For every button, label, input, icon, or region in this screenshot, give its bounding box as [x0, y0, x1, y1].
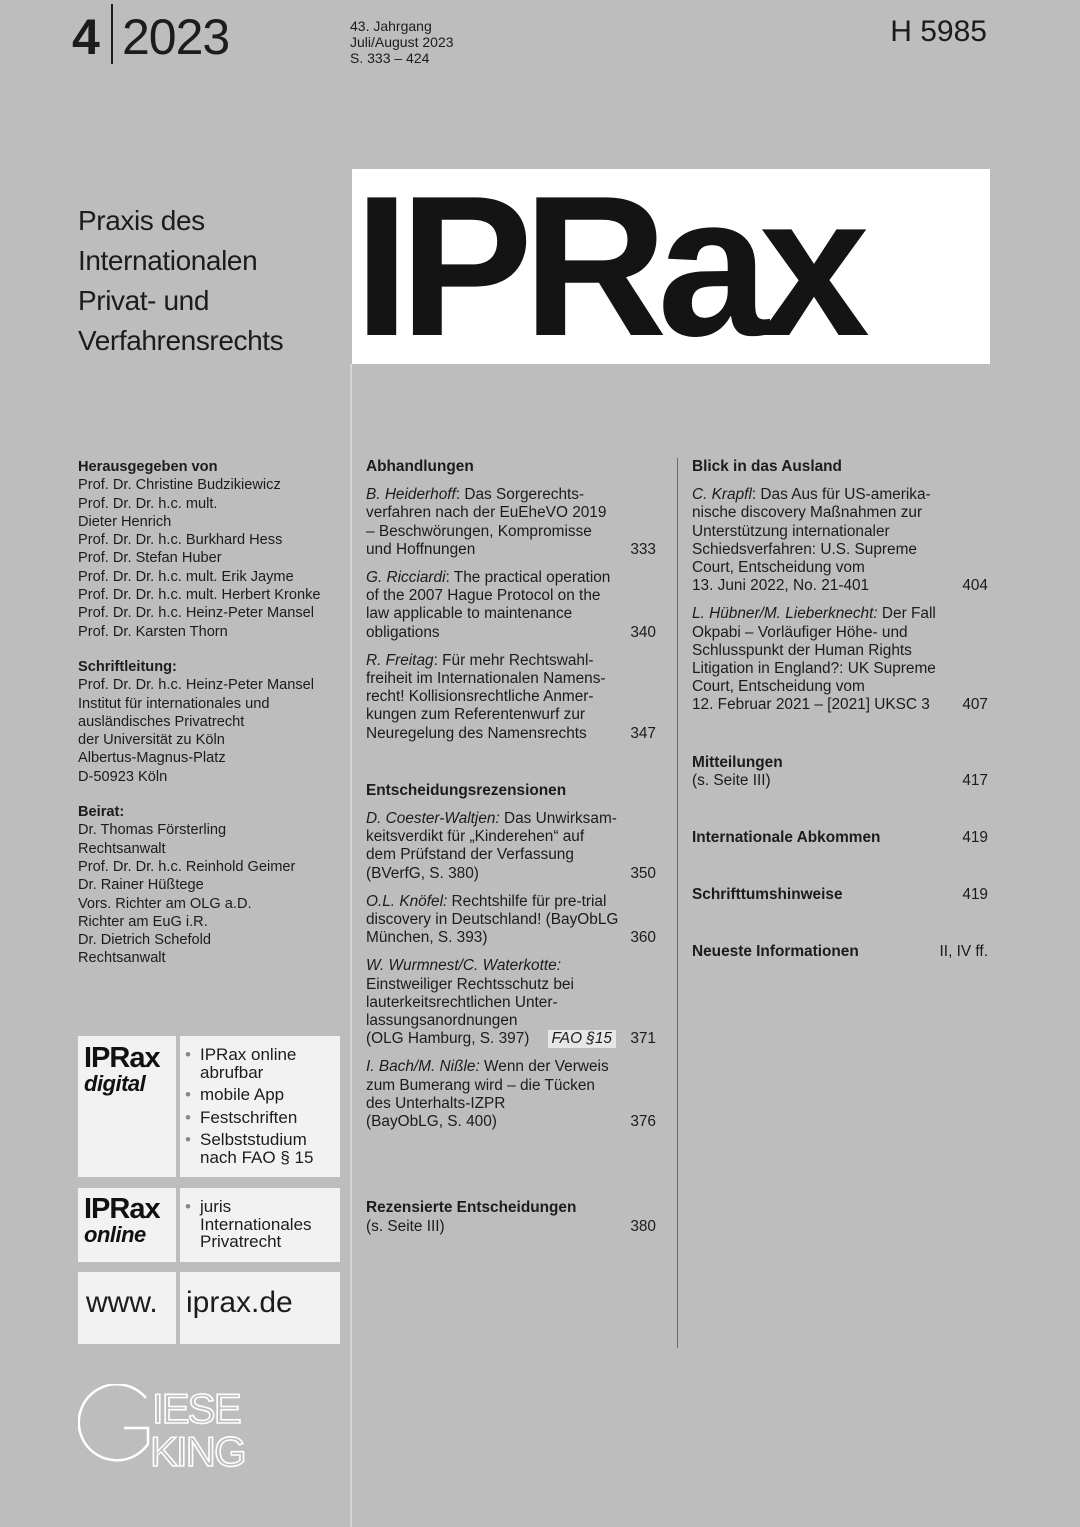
management-line: D-50923 Köln	[78, 768, 168, 785]
toc-text: Einstweiliger Rechtsschutz bei	[366, 975, 574, 993]
subtitle-line: Verfahrensrechts	[78, 325, 284, 356]
toc-text: und Hoffnungen	[366, 540, 476, 558]
journal-subtitle	[78, 201, 348, 361]
url-right-box[interactable]	[180, 1272, 340, 1344]
issue-divider	[111, 4, 113, 64]
toc-text: kungen zum Referentenwurf zur	[366, 706, 586, 724]
subtitle-line: Privat- und	[78, 285, 209, 316]
editor-line: Prof. Dr. Dr. h.c. mult. Erik Jayme	[78, 568, 294, 585]
editors-title: Herausgegeben von	[78, 459, 218, 475]
masthead-column	[78, 458, 343, 985]
iprax-online-features	[180, 1188, 340, 1262]
g-arc	[79, 1384, 148, 1460]
column-divider	[350, 364, 352, 1527]
toc-author: R. Freitag	[366, 651, 434, 669]
board-line: Rechtsanwalt	[78, 840, 166, 857]
section-mitteilungen: Mitteilungen	[692, 753, 783, 771]
toc-page: 380	[630, 1217, 656, 1235]
editor-line: Prof. Dr. Dr. h.c. Heinz-Peter Mansel	[78, 605, 315, 622]
toc-text: Court, Entscheidung vom	[692, 678, 865, 696]
toc-text: Unterstützung internationaler	[692, 522, 890, 540]
journal-logo: IPRax	[354, 155, 860, 378]
toc-text: des Unterhalts-IZPR	[366, 1094, 506, 1112]
toc-entry[interactable]	[366, 893, 656, 948]
toc-text: Wenn der Verweis	[479, 1058, 609, 1076]
section-rezensierte: Rezensierte Entscheidungen	[366, 1199, 577, 1217]
feature-item: • juris Internationales Privatrecht	[180, 1198, 340, 1251]
toc-text: dem Prüfstand der Verfassung	[366, 846, 574, 864]
toc-text: : Das Sorgerechts-	[455, 486, 585, 504]
section-ausland: Blick in das Ausland	[692, 458, 842, 475]
website-link[interactable]: iprax.de	[186, 1286, 293, 1319]
iprax-digital-logo-box	[78, 1036, 176, 1177]
toc-note: (s. Seite III)	[366, 1217, 445, 1235]
toc-text: München, S. 393)	[366, 929, 488, 947]
toc-page: 371	[630, 1030, 656, 1048]
toc-text: keitsverdikt für „Kinderehen“ auf	[366, 828, 585, 846]
section-rezensionen: Entscheidungsrezensionen	[366, 781, 567, 799]
toc-author: B. Heiderhoff	[366, 486, 456, 504]
toc-text: Der Fall	[877, 605, 936, 623]
volume-info	[350, 18, 454, 66]
issue-number: 4	[72, 9, 99, 65]
toc-text: – Beschwörungen, Kompromisse	[366, 522, 592, 540]
publisher-line1: IESE	[152, 1385, 240, 1432]
toc-right-column	[692, 458, 988, 962]
toc-author: D. Coester-Waltjen:	[366, 810, 500, 828]
toc-text: : Das Aus für US-amerika-	[751, 486, 931, 504]
toc-middle-column	[366, 458, 656, 1236]
board-line: Dr. Rainer Hüßtege	[78, 877, 204, 894]
toc-page: II, IV ff.	[939, 943, 988, 961]
section-abkommen: Internationale Abkommen	[692, 829, 881, 847]
editor-line: Dieter Henrich	[78, 513, 172, 530]
toc-text: (OLG Hamburg, S. 397)	[366, 1030, 530, 1048]
issue-date-line: Juli/August 2023	[350, 34, 454, 50]
publisher-logo	[78, 1384, 278, 1473]
toc-text: Schiedsverfahren: U.S. Supreme	[692, 540, 917, 558]
toc-page: 347	[630, 724, 656, 742]
feature-item: • IPRax online abrufbar	[180, 1046, 340, 1081]
toc-author: O.L. Knöfel:	[366, 892, 448, 910]
iprax-digital-brand: IPRax	[84, 1042, 160, 1074]
iprax-online-brand: IPRax	[84, 1193, 160, 1225]
editor-line: Prof. Dr. Dr. h.c. mult.	[78, 495, 218, 512]
toc-note: (s. Seite III)	[692, 771, 771, 789]
toc-entry[interactable]	[692, 605, 988, 714]
toc-text: obligations	[366, 623, 440, 641]
management-line: Albertus-Magnus-Platz	[78, 750, 226, 767]
feature-item: • mobile App	[180, 1086, 340, 1104]
toc-page: 360	[630, 929, 656, 947]
subtitle-line: Internationalen	[78, 245, 258, 276]
toc-entry[interactable]	[692, 486, 988, 595]
iprax-online-sub: online	[84, 1222, 146, 1247]
board-line: Dr. Dietrich Schefold	[78, 932, 212, 949]
toc-entry[interactable]	[366, 569, 656, 642]
management-line: Institut für internationales und	[78, 695, 270, 712]
board-line: Vors. Richter am OLG a.D.	[78, 895, 252, 912]
toc-entry-schrifttum[interactable]	[692, 886, 988, 904]
toc-text: : The practical operation	[445, 569, 611, 587]
management-title: Schriftleitung:	[78, 658, 177, 675]
toc-text: (BVerfG, S. 380)	[366, 864, 479, 882]
management-line: Prof. Dr. Dr. h.c. Heinz-Peter Mansel	[78, 677, 315, 694]
toc-text: of the 2007 Hague Protocol on the	[366, 587, 601, 605]
toc-text: : Für mehr Rechtswahl-	[433, 651, 594, 669]
toc-text: lauterkeitsrechtlichen Unter-	[366, 993, 558, 1011]
column-divider-right	[677, 458, 678, 1348]
toc-page: 340	[630, 623, 656, 641]
toc-page: 404	[962, 577, 988, 595]
toc-author: I. Bach/M. Nißle:	[366, 1058, 480, 1076]
toc-page: 376	[630, 1113, 656, 1131]
toc-text: (BayObLG, S. 400)	[366, 1113, 497, 1131]
toc-entry[interactable]	[366, 486, 656, 559]
toc-text: discovery in Deutschland! (BayObLG	[366, 911, 619, 929]
toc-text: Litigation in England?: UK Supreme	[692, 660, 936, 678]
feature-item: • Selbststudium nach FAO § 15	[180, 1131, 340, 1166]
board-line: Dr. Thomas Försterling	[78, 822, 227, 839]
toc-page: 419	[962, 886, 988, 904]
management-block	[78, 658, 343, 786]
toc-text: Okpabi – Vorläufiger Höhe- und	[692, 623, 908, 641]
toc-author: C. Krapfl	[692, 486, 752, 504]
toc-text: verfahren nach der EuEheVO 2019	[366, 504, 607, 522]
board-line: Rechtsanwalt	[78, 950, 166, 967]
board-line: Richter am EuG i.R.	[78, 913, 208, 930]
section-neueste: Neueste Informationen	[692, 943, 859, 961]
board-block	[78, 803, 343, 968]
toc-author: G. Ricciardi	[366, 569, 446, 587]
toc-page: 419	[962, 829, 988, 847]
toc-entry[interactable]	[366, 810, 656, 883]
toc-text: Schlusspunkt der Human Rights	[692, 641, 912, 659]
url-left-box	[78, 1272, 176, 1344]
subtitle-line: Praxis des	[78, 205, 205, 236]
toc-author: W. Wurmnest/C. Waterkotte:	[366, 957, 561, 975]
board-title: Beirat:	[78, 804, 125, 821]
toc-text: lassungsanordnungen	[366, 1012, 518, 1030]
toc-page: 407	[962, 696, 988, 714]
publisher-logo-mark	[78, 1384, 278, 1468]
toc-text: Neuregelung des Namensrechts	[366, 724, 587, 742]
management-line: der Universität zu Köln	[78, 732, 225, 749]
board-line: Prof. Dr. Dr. h.c. Reinhold Geimer	[78, 858, 296, 875]
editor-line: Prof. Dr. Dr. h.c. Burkhard Hess	[78, 532, 283, 549]
editor-line: Prof. Dr. Stefan Huber	[78, 550, 222, 567]
fao-badge: FAO §15	[548, 1030, 616, 1048]
issue-year: 2023	[122, 9, 230, 65]
iprax-digital-sub: digital	[84, 1071, 146, 1096]
section-schrifttum: Schrifttumshinweise	[692, 886, 843, 904]
journal-code: H 5985	[890, 15, 987, 48]
toc-entry[interactable]	[692, 772, 988, 790]
toc-entry[interactable]	[366, 957, 656, 1048]
toc-text: recht! Kollisionsrechtliche Anmer-	[366, 688, 594, 706]
feature-item: • Festschriften	[180, 1109, 340, 1127]
editor-line: Prof. Dr. Dr. h.c. mult. Herbert Kronke	[78, 587, 321, 604]
toc-page: 417	[962, 771, 988, 789]
toc-entry[interactable]	[366, 1058, 656, 1131]
toc-text: Rechtshilfe für pre-trial	[447, 892, 607, 910]
editors-block	[78, 458, 343, 641]
toc-page: 350	[630, 864, 656, 882]
editor-line: Prof. Dr. Karsten Thorn	[78, 623, 228, 640]
toc-text: freiheit im Internationalen Namens-	[366, 670, 606, 688]
page-range-line: S. 333 – 424	[350, 50, 430, 66]
url-prefix: www.	[86, 1286, 158, 1319]
toc-text: law applicable to maintenance	[366, 605, 573, 623]
toc-entry-neueste[interactable]	[692, 943, 988, 961]
volume-line: 43. Jahrgang	[350, 18, 432, 34]
toc-text: nische discovery Maßnahmen zur	[692, 504, 923, 522]
iprax-digital-features	[180, 1036, 340, 1177]
publisher-line2: KING	[150, 1428, 245, 1468]
toc-text: Das Unwirksam-	[499, 810, 617, 828]
toc-text: 12. Februar 2021 – [2021] UKSC 3	[692, 696, 930, 714]
editor-line: Prof. Dr. Christine Budzikiewicz	[78, 477, 281, 494]
toc-entry[interactable]	[366, 652, 656, 743]
toc-text: zum Bumerang wird – die Tücken	[366, 1076, 595, 1094]
iprax-online-logo-box	[78, 1188, 176, 1262]
section-abhandlungen: Abhandlungen	[366, 458, 474, 475]
management-line: ausländisches Privatrecht	[78, 713, 245, 730]
toc-page: 333	[630, 540, 656, 558]
toc-text: 13. Juni 2022, No. 21-401	[692, 577, 870, 595]
toc-author: L. Hübner/M. Lieberknecht:	[692, 605, 878, 623]
toc-entry-abkommen[interactable]	[692, 829, 988, 847]
toc-entry[interactable]	[366, 1218, 656, 1236]
toc-text: Court, Entscheidung vom	[692, 559, 865, 577]
